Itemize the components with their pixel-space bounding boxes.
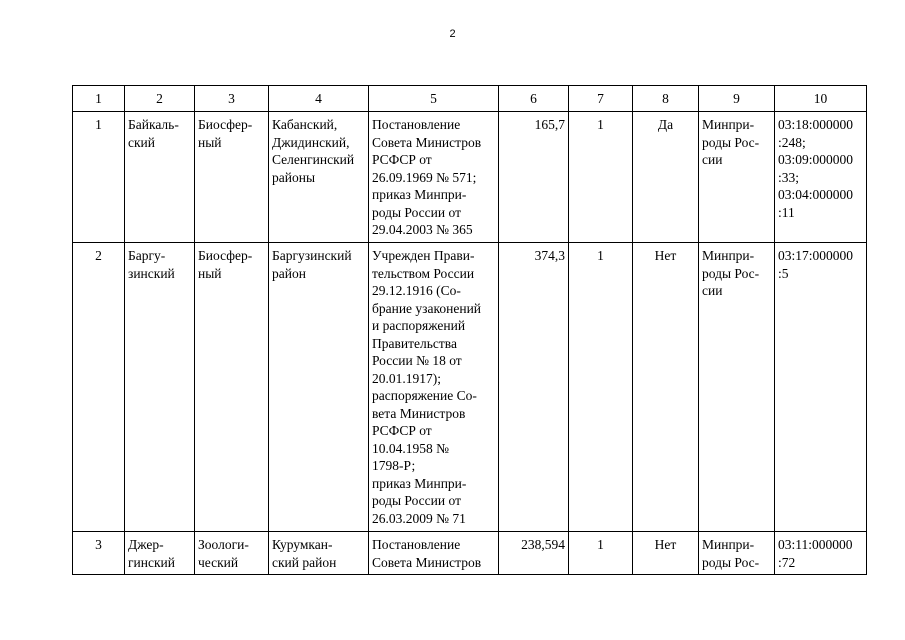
cell-flag: Нет	[633, 243, 699, 532]
cell-area: 238,594	[499, 532, 569, 575]
column-header: 6	[499, 86, 569, 112]
cell-document: Постановление Совета Министров	[369, 532, 499, 575]
cell-name: Байкаль- ский	[125, 112, 195, 243]
cell-document: Учрежден Прави- тельством России 29.12.1916 (Со- брание узаконений и распоряжений Правительства России № 18 от 20.01.1917); распоряжение Со- вета Министров РСФСР от 10.04.1958 № 1798-Р; приказ Минпри- роды России от 26.03.2009 № 71	[369, 243, 499, 532]
page-number: 2	[449, 28, 456, 40]
cell-count: 1	[569, 112, 633, 243]
cell-type: Биосфер- ный	[195, 112, 269, 243]
cell-cadastral: 03:11:000000 :72	[775, 532, 867, 575]
cell-authority: Минпри- роды Рос- сии	[699, 112, 775, 243]
table-row	[73, 243, 867, 532]
cell-count: 1	[569, 532, 633, 575]
column-header: 8	[633, 86, 699, 112]
cell-number: 1	[73, 112, 125, 243]
cell-cadastral: 03:18:000000 :248; 03:09:000000 :33; 03:04:000000 :11	[775, 112, 867, 243]
table-header-row	[73, 86, 867, 112]
cell-flag: Да	[633, 112, 699, 243]
cell-authority: Минпри- роды Рос- сии	[699, 243, 775, 532]
cell-authority: Минпри- роды Рос-	[699, 532, 775, 575]
column-header: 3	[195, 86, 269, 112]
column-header: 9	[699, 86, 775, 112]
cell-count: 1	[569, 243, 633, 532]
table-row	[73, 532, 867, 575]
table-row	[73, 112, 867, 243]
cell-district: Курумкан- ский район	[269, 532, 369, 575]
column-header: 7	[569, 86, 633, 112]
cell-cadastral: 03:17:000000 :5	[775, 243, 867, 532]
column-header: 2	[125, 86, 195, 112]
cell-area: 165,7	[499, 112, 569, 243]
column-header: 10	[775, 86, 867, 112]
cell-number: 2	[73, 243, 125, 532]
cell-type: Зоологи- ческий	[195, 532, 269, 575]
cell-district: Баргузинский район	[269, 243, 369, 532]
cell-number: 3	[73, 532, 125, 575]
cell-type: Биосфер- ный	[195, 243, 269, 532]
column-header: 1	[73, 86, 125, 112]
cell-district: Кабанский, Джидинский, Селенгинский районы	[269, 112, 369, 243]
cell-name: Джер- гинский	[125, 532, 195, 575]
column-header: 4	[269, 86, 369, 112]
cell-document: Постановление Совета Министров РСФСР от 26.09.1969 № 571; приказ Минпри- роды России от 29.04.2003 № 365	[369, 112, 499, 243]
reserves-table	[72, 85, 867, 575]
cell-name: Баргу- зинский	[125, 243, 195, 532]
cell-area: 374,3	[499, 243, 569, 532]
column-header: 5	[369, 86, 499, 112]
cell-flag: Нет	[633, 532, 699, 575]
